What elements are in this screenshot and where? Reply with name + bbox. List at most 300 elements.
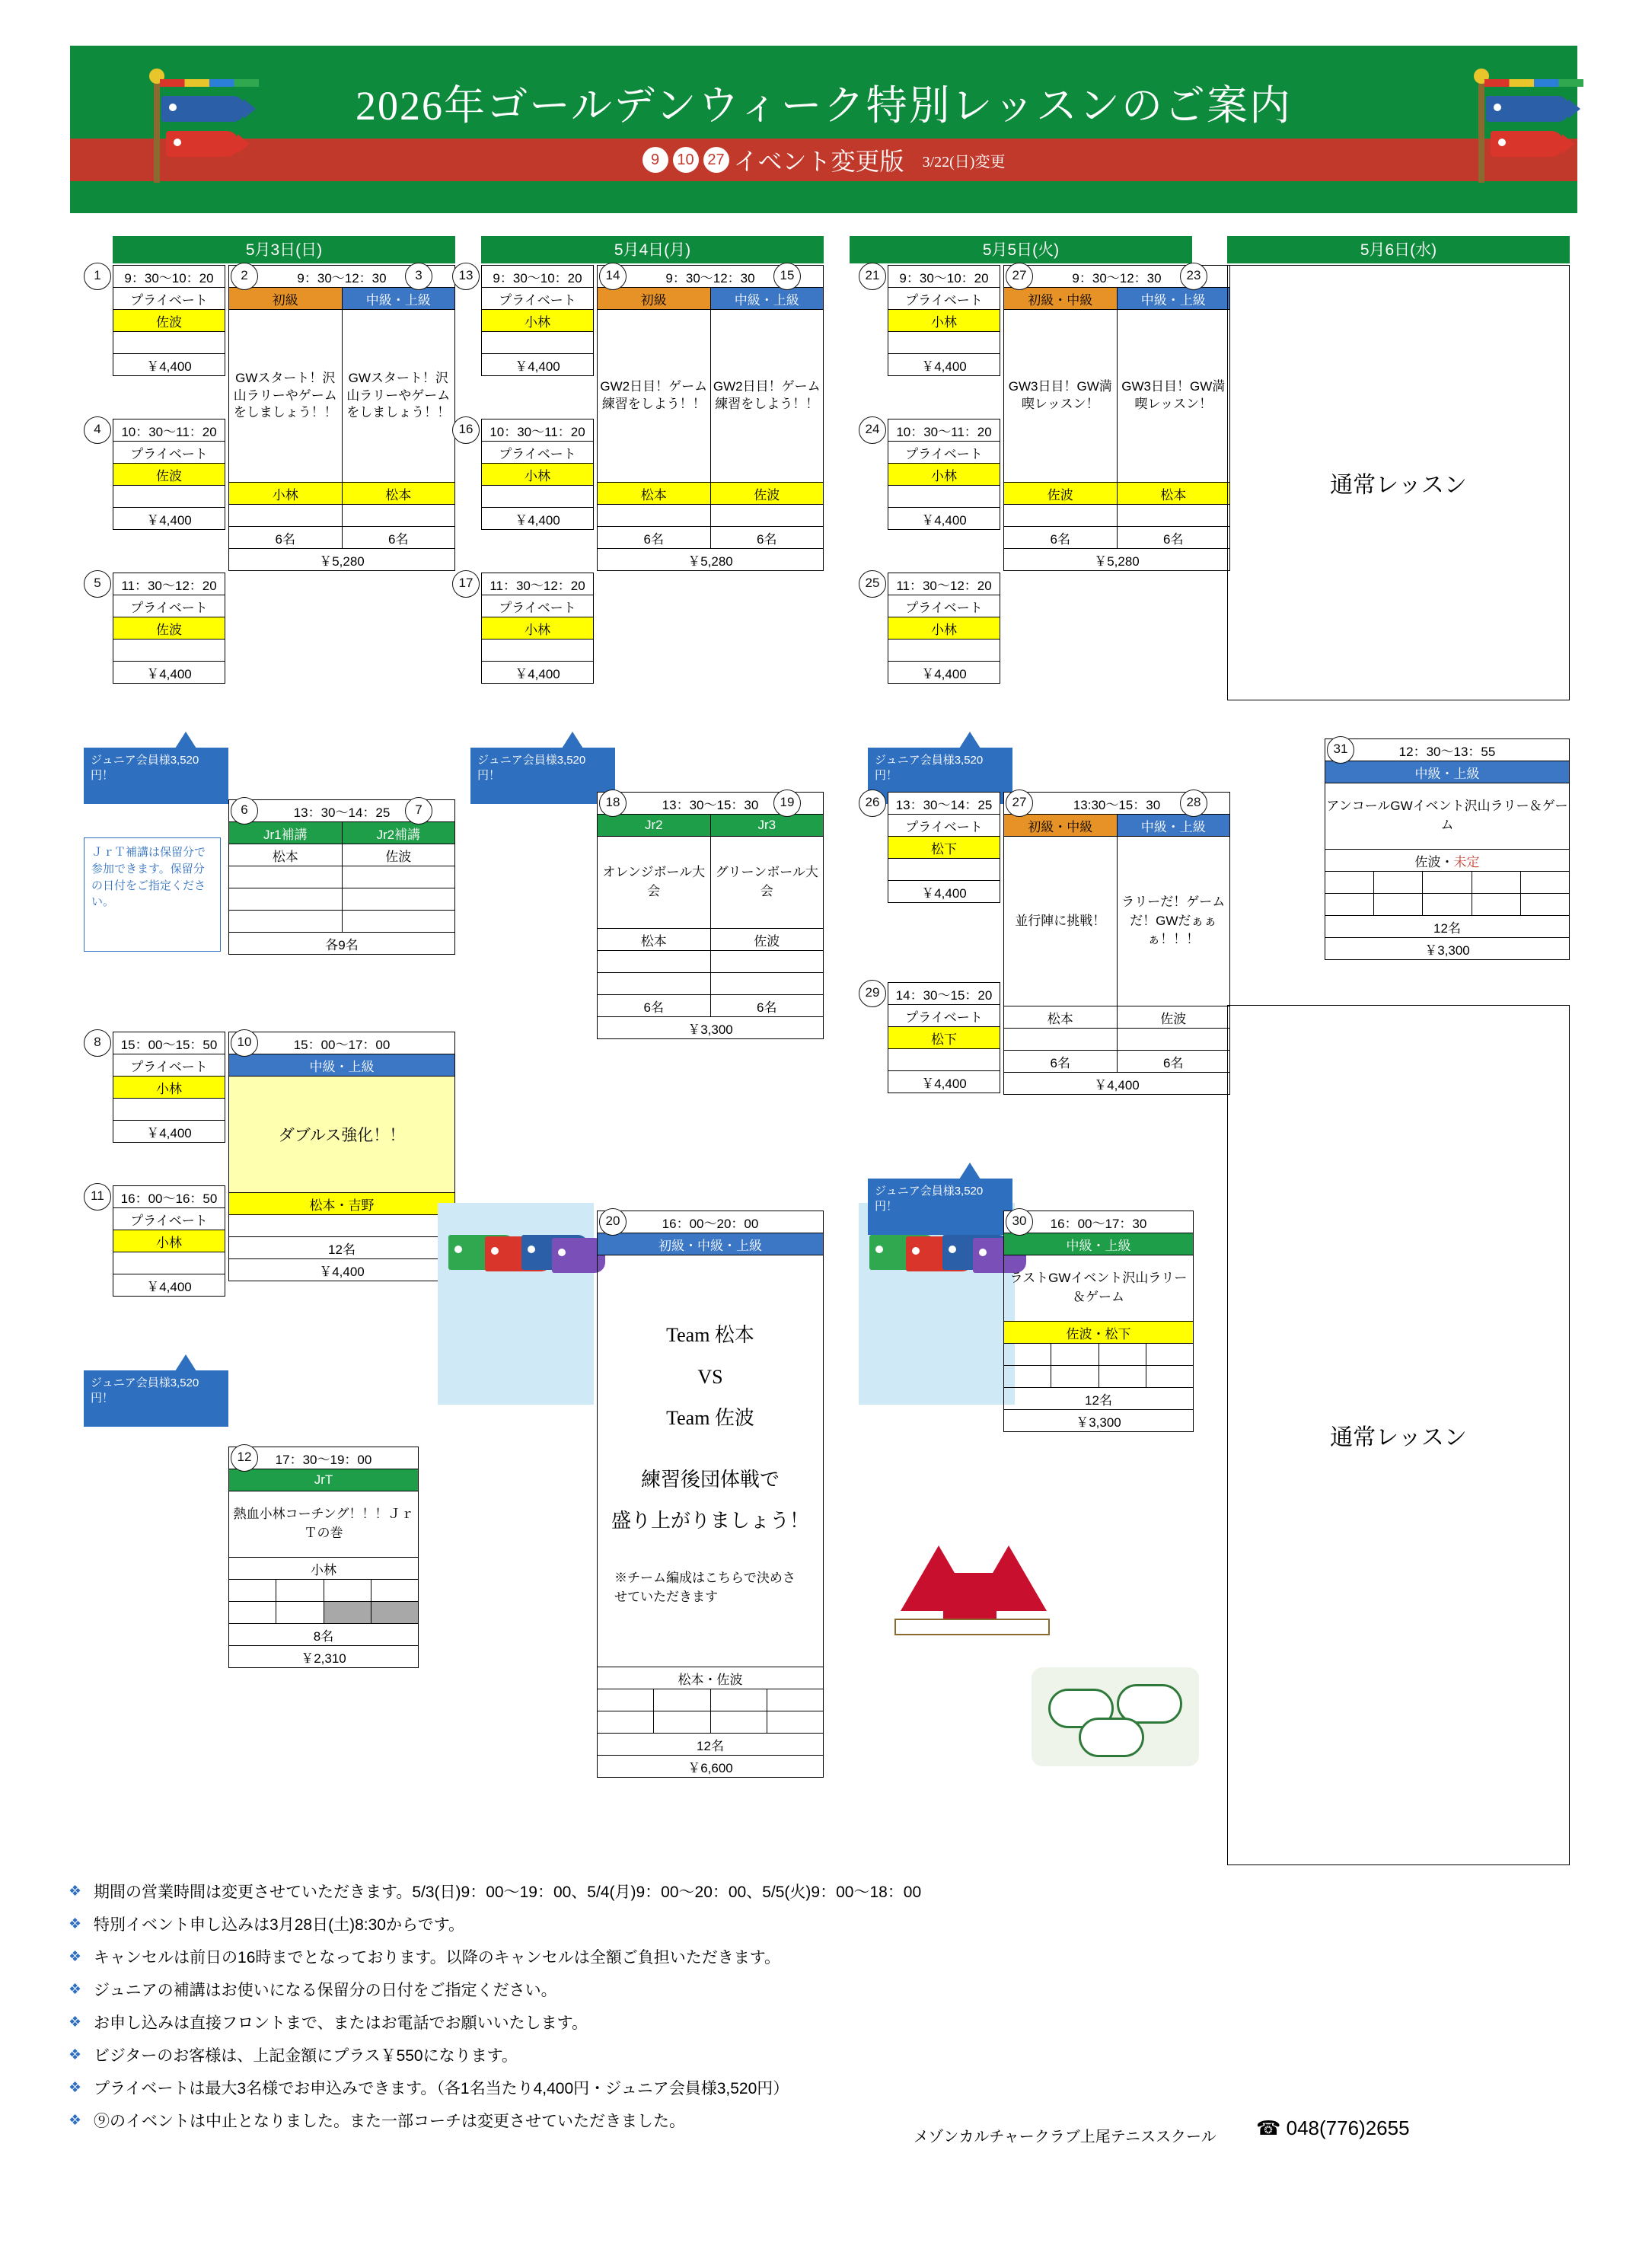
slot-4-type: プライベート — [113, 442, 225, 464]
slot-10-block[interactable] — [228, 1032, 455, 1281]
slot-number-30: 30 — [1006, 1208, 1033, 1236]
slot-4-block[interactable] — [113, 419, 225, 530]
slot-1-price: ￥4,400 — [113, 354, 225, 376]
slot-number-14: 14 — [599, 263, 627, 290]
slot-26-type: プライベート — [888, 815, 1000, 837]
note-item: ❖ キャンセルは前日の16時までとなっております。以降のキャンセルは全額ご負担いただきます。 — [69, 1949, 781, 1967]
slot-18-entry-row[interactable] — [598, 951, 711, 973]
note-item: ❖ 期間の営業時間は変更させていただきます。5/3(日)9：00～19：00、5/4(月)9：00～20：00、5/5(火)9：00～18：00 — [69, 1884, 922, 1901]
slot-19-label: Jr3 — [710, 815, 824, 837]
slot-number-13: 13 — [452, 263, 480, 290]
note-item: ❖ お申し込みは直接フロントまで、またはお電話でお願いいたします。 — [69, 2014, 588, 2032]
slot-27am-time: 9：30～12：30 — [1004, 266, 1230, 288]
telephone-icon: ☎ — [1256, 2116, 1281, 2139]
slot-30-entry-b[interactable] — [1051, 1344, 1099, 1366]
slot-2-3-block[interactable] — [228, 265, 455, 571]
slot-26-coach: 松下 — [888, 837, 1000, 859]
slot-number-3: 3 — [405, 263, 432, 290]
slot-20-entry-g[interactable] — [710, 1711, 767, 1734]
slot-29-entry-row[interactable] — [888, 1049, 1000, 1071]
slot-1-block[interactable] — [113, 265, 225, 376]
junior-note-may3-am: ジュニア会員様3,520円！ — [84, 748, 228, 804]
slot-12-entry-f[interactable] — [276, 1602, 324, 1624]
slot-11-block[interactable] — [113, 1185, 225, 1297]
slot-19-text: グリーンボール大会 — [710, 837, 824, 929]
header-subbar — [70, 139, 1577, 181]
slot-28-level: 中級・上級 — [1117, 815, 1230, 837]
slot-31-entry-e[interactable] — [1520, 872, 1569, 894]
slot-25-entry-row[interactable] — [888, 640, 1000, 662]
slot-7-label: Jr2補講 — [342, 822, 455, 844]
slot-3-capacity: 6名 — [342, 527, 455, 549]
day-header-may3: 5月3日(日) — [113, 236, 455, 263]
slot-31-entry-i[interactable] — [1472, 894, 1520, 916]
slot-17-time: 11：30～12：20 — [482, 573, 594, 595]
slot-12-coach: 小林 — [229, 1558, 419, 1580]
notes-list — [69, 1884, 1363, 2146]
slot-16-price: ￥4,400 — [482, 508, 594, 530]
diamond-icon: ❖ — [69, 2047, 82, 2063]
slot-18-19-price: ￥3,300 — [598, 1017, 824, 1039]
slot-17-price: ￥4,400 — [482, 662, 594, 684]
slot-30-coach: 佐波・松下 — [1004, 1322, 1194, 1344]
koinobori-art-left — [438, 1203, 594, 1405]
slot-12-capacity: 8名 — [229, 1624, 419, 1646]
slot-30-level: 中級・上級 — [1004, 1233, 1194, 1255]
slot-12-text: 熱血小林コーチング！！！ＪｒＴの巻 — [229, 1491, 419, 1558]
slot-31-price: ￥3,300 — [1325, 938, 1570, 960]
slot-30-capacity: 12名 — [1004, 1388, 1194, 1410]
slot-24-coach: 小林 — [888, 464, 1000, 486]
slot-number-6: 6 — [231, 797, 258, 825]
slot-19-entry-row-2[interactable] — [710, 973, 824, 995]
slot-number-27-pm: 27 — [1006, 789, 1033, 817]
slot-13-type: プライベート — [482, 288, 594, 310]
slot-20-price: ￥6,600 — [598, 1756, 824, 1778]
slot-1-entry-row[interactable] — [113, 332, 225, 354]
slot-30-entry-e[interactable] — [1004, 1366, 1051, 1388]
header-revision: 3/22(日)変更 — [922, 153, 1006, 171]
slot-14-text: GW2日目！ゲーム練習をしよう！！ — [598, 310, 711, 483]
diamond-icon: ❖ — [69, 1916, 82, 1932]
note-item: ❖ ビジターのお客様は、上記金額にプラス￥550になります。 — [69, 2047, 518, 2065]
slot-24-time: 10：30～11：20 — [888, 419, 1000, 442]
may3-am-price: ￥5,280 — [229, 549, 455, 571]
slot-12-entry-d[interactable] — [371, 1580, 418, 1602]
slot-12-blocked-a — [324, 1602, 371, 1624]
slot-30-text: ラストGWイベント沢山ラリー＆ゲーム — [1004, 1255, 1194, 1322]
slot-13-entry-row[interactable] — [482, 332, 594, 354]
junior-makeup-note: ＪｒＴ補講は保留分で参加できます。保留分の日付をご指定ください。 — [84, 837, 221, 952]
slot-5-type: プライベート — [113, 595, 225, 617]
slot-number-25: 25 — [859, 570, 886, 598]
koinobori-icon-left — [154, 76, 268, 183]
slot-24-type: プライベート — [888, 442, 1000, 464]
slot-17-type: プライベート — [482, 595, 594, 617]
slot-26-block[interactable] — [888, 792, 1000, 903]
slot-28-capacity: 6名 — [1117, 1051, 1230, 1073]
junior-note-may5-pm: ジュニア会員様3,520円！ — [868, 1179, 1012, 1235]
slot-23-text: GW3日目！GW満喫レッスン！ — [1117, 310, 1230, 483]
slot-27am-23-block[interactable] — [1003, 265, 1230, 571]
badge-9: 9 — [643, 147, 668, 173]
kashiwamochi-icon — [1032, 1667, 1199, 1766]
slot-30-entry-a[interactable] — [1004, 1344, 1051, 1366]
slot-17-block[interactable] — [481, 573, 594, 684]
slot-27pm-capacity: 6名 — [1004, 1051, 1118, 1073]
slot-6-7-capacity: 各9名 — [229, 933, 455, 955]
slot-3-level: 中級・上級 — [342, 288, 455, 310]
slot-25-block[interactable] — [888, 573, 1000, 684]
slot-number-29: 29 — [859, 980, 886, 1007]
school-name: メゾンカルチャークラブ上尾テニススクール — [914, 2129, 1216, 2145]
slot-4-time: 10：30～11：20 — [113, 419, 225, 442]
slot-31-text: アンコールGWイベント沢山ラリー＆ゲーム — [1325, 783, 1570, 850]
slot-26-entry-row[interactable] — [888, 859, 1000, 881]
slot-5-time: 11：30～12：20 — [113, 573, 225, 595]
slot-20-line1: Team 松本 — [666, 1324, 754, 1347]
slot-7-coach: 佐波 — [342, 844, 455, 866]
slot-18-19-block[interactable] — [597, 792, 824, 1039]
slot-29-block[interactable] — [888, 982, 1000, 1093]
slot-number-11: 11 — [84, 1183, 111, 1211]
slot-18-label: Jr2 — [598, 815, 711, 837]
slot-11-entry-row[interactable] — [113, 1252, 225, 1274]
slot-29-price: ￥4,400 — [888, 1071, 1000, 1093]
slot-12-entry-e[interactable] — [229, 1602, 276, 1624]
slot-27pm-text: 並行陣に挑戦！ — [1004, 837, 1118, 1006]
slot-21-type: プライベート — [888, 288, 1000, 310]
slot-14-level: 初級 — [598, 288, 711, 310]
day-header-may6: 5月6日(水) — [1227, 236, 1570, 263]
slot-6-label: Jr1補講 — [229, 822, 343, 844]
slot-number-4: 4 — [84, 416, 111, 444]
slot-23-coach: 松本 — [1117, 483, 1230, 505]
slot-number-20: 20 — [599, 1208, 627, 1236]
slot-10-level: 中級・上級 — [229, 1054, 455, 1077]
diamond-icon: ❖ — [69, 1949, 82, 1965]
slot-21-time: 9：30～10：20 — [888, 266, 1000, 288]
slot-8-entry-row[interactable] — [113, 1099, 225, 1121]
slot-18-time: 13：30～15：30 — [598, 793, 824, 815]
slot-8-coach: 小林 — [113, 1077, 225, 1099]
slot-20-entry-c[interactable] — [710, 1689, 767, 1711]
slot-6-entry-row[interactable] — [229, 866, 343, 888]
slot-4-price: ￥4,400 — [113, 508, 225, 530]
slot-29-time: 14：30～15：20 — [888, 983, 1000, 1005]
slot-number-2: 2 — [231, 263, 258, 290]
slot-15-entry-row[interactable] — [710, 505, 824, 527]
slot-17-entry-row[interactable] — [482, 640, 594, 662]
slot-1-type: プライベート — [113, 288, 225, 310]
slot-15-coach: 佐波 — [710, 483, 824, 505]
slot-number-1: 1 — [84, 263, 111, 290]
slot-20-block[interactable] — [597, 1211, 824, 1778]
slot-10-coach: 松本・吉野 — [229, 1193, 455, 1215]
slot-12-entry-b[interactable] — [276, 1580, 324, 1602]
slot-30-block[interactable] — [1003, 1211, 1194, 1432]
phone-number: ☎ 048(776)2655 — [1256, 2116, 1410, 2139]
slot-16-coach: 小林 — [482, 464, 594, 486]
slot-number-31: 31 — [1327, 736, 1354, 764]
slot-7-entry-row-2[interactable] — [342, 888, 455, 911]
slot-27pm-coach: 松本 — [1004, 1006, 1118, 1029]
slot-31-entry-f[interactable] — [1325, 894, 1374, 916]
slot-30-entry-g[interactable] — [1099, 1366, 1146, 1388]
slot-number-7: 7 — [405, 797, 432, 825]
slot-number-18: 18 — [599, 789, 627, 817]
slot-5-price: ￥4,400 — [113, 662, 225, 684]
slot-1-time: 9：30～10：20 — [113, 266, 225, 288]
day-header-may5: 5月5日(火) — [850, 236, 1192, 263]
slot-25-price: ￥4,400 — [888, 662, 1000, 684]
slot-5-entry-row[interactable] — [113, 640, 225, 662]
koinobori-icon-right — [1478, 76, 1593, 183]
slot-27pm-entry-row[interactable] — [1004, 1029, 1118, 1051]
slot-number-15: 15 — [773, 263, 801, 290]
note-item: ❖ ジュニアの補講はお使いになる保留分の日付をご指定ください。 — [69, 1982, 557, 1999]
slot-16-block[interactable] — [481, 419, 594, 530]
slot-30-entry-f[interactable] — [1051, 1366, 1099, 1388]
slot-31-entry-g[interactable] — [1374, 894, 1423, 916]
slot-number-23: 23 — [1180, 263, 1207, 290]
slot-number-21: 21 — [859, 263, 886, 290]
slot-13-coach: 小林 — [482, 310, 594, 332]
slot-20-line4: 練習後団体戦で — [640, 1468, 780, 1491]
slot-31-entry-j[interactable] — [1520, 894, 1569, 916]
slot-16-entry-row[interactable] — [482, 486, 594, 508]
slot-30-entry-h[interactable] — [1146, 1366, 1193, 1388]
slot-20-entry-d[interactable] — [767, 1689, 823, 1711]
slot-4-coach: 佐波 — [113, 464, 225, 486]
slot-31-time: 12：30～13：55 — [1325, 739, 1570, 761]
slot-24-block[interactable] — [888, 419, 1000, 530]
slot-31-entry-a[interactable] — [1325, 872, 1374, 894]
slot-number-12: 12 — [231, 1444, 258, 1472]
slot-number-8: 8 — [84, 1029, 111, 1057]
slot-26-price: ￥4,400 — [888, 881, 1000, 903]
slot-18-text: オレンジボール大会 — [598, 837, 711, 929]
slot-8-price: ￥4,400 — [113, 1121, 225, 1143]
slot-6-time: 13：30～14：25 — [229, 800, 455, 822]
slot-2-text: GWスタート！沢山ラリーやゲームをしましょう！！ — [229, 310, 343, 483]
slot-2-capacity: 6名 — [229, 527, 343, 549]
slot-number-27-am: 27 — [1006, 263, 1033, 290]
slot-21-price: ￥4,400 — [888, 354, 1000, 376]
slot-15-text: GW2日目！ゲーム練習をしよう！！ — [710, 310, 824, 483]
slot-30-time: 16：00～17：30 — [1004, 1211, 1194, 1233]
slot-24-entry-row[interactable] — [888, 486, 1000, 508]
note-item: ❖ プライベートは最大3名様でお申込みできます。（各1名当たり4,400円・ジュニア会員様3,520円） — [69, 2080, 789, 2097]
slot-13-time: 9：30～10：20 — [482, 266, 594, 288]
slot-2-level: 初級 — [229, 288, 343, 310]
slot-30-entry-c[interactable] — [1099, 1344, 1146, 1366]
junior-note-may5-am: ジュニア会員様3,520円！ — [868, 748, 1012, 804]
slot-21-coach: 小林 — [888, 310, 1000, 332]
slot-11-coach: 小林 — [113, 1230, 225, 1252]
slot-23-level: 中級・上級 — [1117, 288, 1230, 310]
slot-3-text: GWスタート！沢山ラリーやゲームをしましょう！！ — [342, 310, 455, 483]
slot-18-entry-row-2[interactable] — [598, 973, 711, 995]
slot-12-time: 17：30～19：00 — [229, 1447, 419, 1469]
slot-20-line5: 盛り上がりましょう！ — [611, 1510, 809, 1533]
slot-2-time: 9：30～12：30 — [229, 266, 455, 288]
slot-21-entry-row[interactable] — [888, 332, 1000, 354]
slot-1-coach: 佐波 — [113, 310, 225, 332]
slot-7-entry-row-3[interactable] — [342, 911, 455, 933]
slot-number-10: 10 — [231, 1029, 258, 1057]
slot-11-price: ￥4,400 — [113, 1274, 225, 1297]
slot-10-entry-row[interactable] — [229, 1215, 455, 1237]
junior-note-may3-pm: ジュニア会員様3,520円！ — [84, 1370, 228, 1427]
note-item: ❖ ⑨のイベントは中止となりました。また一部コーチは変更させていただきました。 — [69, 2113, 686, 2130]
slot-20-coach: 松本・佐波 — [598, 1667, 824, 1689]
slot-21-block[interactable] — [888, 265, 1000, 376]
slot-12-entry-c[interactable] — [324, 1580, 371, 1602]
slot-6-entry-row-2[interactable] — [229, 888, 343, 911]
slot-31-capacity: 12名 — [1325, 916, 1570, 938]
slot-31-coach: 佐波・ — [1414, 854, 1454, 869]
slot-23-entry-row[interactable] — [1117, 505, 1230, 527]
slot-20-time: 16：00～20：00 — [598, 1211, 824, 1233]
header-banner — [70, 46, 1577, 213]
slot-6-entry-row-3[interactable] — [229, 911, 343, 933]
kabuto-icon — [887, 1538, 1062, 1644]
slot-number-26: 26 — [859, 789, 886, 817]
slot-20-entry-b[interactable] — [654, 1689, 710, 1711]
slot-8-block[interactable] — [113, 1032, 225, 1143]
slot-18-coach: 松本 — [598, 929, 711, 951]
slot-20-note: ※チーム編成はこちらで決めさせていただきます — [614, 1570, 796, 1605]
slot-23-capacity: 6名 — [1117, 527, 1230, 549]
slot-12-price: ￥2,310 — [229, 1646, 419, 1668]
slot-3-entry-row[interactable] — [342, 505, 455, 527]
slot-18-capacity: 6名 — [598, 995, 711, 1017]
slot-16-type: プライベート — [482, 442, 594, 464]
slot-24-price: ￥4,400 — [888, 508, 1000, 530]
slot-31-entry-h[interactable] — [1423, 894, 1472, 916]
slot-number-16: 16 — [452, 416, 480, 444]
slot-14-coach: 松本 — [598, 483, 711, 505]
slot-15-level: 中級・上級 — [710, 288, 824, 310]
slot-31-block[interactable] — [1325, 738, 1570, 960]
note-item: ❖ 特別イベント申し込みは3月28日(土)8:30からです。 — [69, 1916, 465, 1934]
slot-19-entry-row[interactable] — [710, 951, 824, 973]
slot-12-entry-a[interactable] — [229, 1580, 276, 1602]
slot-30-entry-d[interactable] — [1146, 1344, 1193, 1366]
slot-13-block[interactable] — [481, 265, 594, 376]
slot-20-entry-a[interactable] — [598, 1689, 654, 1711]
slot-16-time: 10：30～11：20 — [482, 419, 594, 442]
day-header-may4: 5月4日(月) — [481, 236, 824, 263]
slot-8-time: 15：00～15：50 — [113, 1032, 225, 1054]
may5-pm-price: ￥4,400 — [1004, 1073, 1230, 1095]
diamond-icon: ❖ — [69, 1884, 82, 1900]
diamond-icon: ❖ — [69, 2113, 82, 2129]
slot-12-block[interactable] — [228, 1447, 419, 1668]
may4-am-price: ￥5,280 — [598, 549, 824, 571]
slot-7-entry-row[interactable] — [342, 866, 455, 888]
slot-number-5: 5 — [84, 570, 111, 598]
slot-17-coach: 小林 — [482, 617, 594, 640]
slot-27pm-28-block[interactable] — [1003, 792, 1230, 1095]
diamond-icon: ❖ — [69, 2014, 82, 2030]
slot-31-coach-cell — [1325, 850, 1570, 872]
slot-14-capacity: 6名 — [598, 527, 711, 549]
slot-5-coach: 佐波 — [113, 617, 225, 640]
slot-10-text: ダブルス強化！！ — [229, 1077, 455, 1193]
slot-20-entry-h[interactable] — [767, 1711, 823, 1734]
slot-28-text: ラリーだ！ゲームだ！GWだぁぁぁ！！！ — [1117, 837, 1230, 1006]
slot-20-capacity: 12名 — [598, 1734, 824, 1756]
slot-6-coach: 松本 — [229, 844, 343, 866]
slot-27pm-level: 初級・中級 — [1004, 815, 1118, 837]
slot-14-entry-row[interactable] — [598, 505, 711, 527]
slot-28-coach: 佐波 — [1117, 1006, 1230, 1029]
slot-2-entry-row[interactable] — [229, 505, 343, 527]
slot-29-coach: 松下 — [888, 1027, 1000, 1049]
header-sub-title: イベント変更版 — [733, 148, 904, 175]
slot-27am-entry-row[interactable] — [1004, 505, 1118, 527]
normal-lesson-box-bottom: 通常レッスン — [1227, 1005, 1570, 1865]
slot-31-level: 中級・上級 — [1325, 761, 1570, 783]
slot-29-type: プライベート — [888, 1005, 1000, 1027]
slot-20-line3: Team 佐波 — [666, 1407, 754, 1430]
slot-19-capacity: 6名 — [710, 995, 824, 1017]
slot-27pm-time: 13:30～15：30 — [1004, 793, 1230, 815]
slot-14-time: 9：30～12：30 — [598, 266, 824, 288]
slot-14-15-block[interactable] — [597, 265, 824, 571]
slot-2-coach: 小林 — [229, 483, 343, 505]
badge-27: 27 — [703, 147, 729, 173]
diamond-icon: ❖ — [69, 2080, 82, 2096]
slot-11-type: プライベート — [113, 1208, 225, 1230]
slot-27am-coach: 佐波 — [1004, 483, 1118, 505]
slot-10-price: ￥4,400 — [229, 1259, 455, 1281]
slot-12-blocked-b — [371, 1602, 418, 1624]
slot-31-entry-d[interactable] — [1472, 872, 1520, 894]
slot-4-entry-row[interactable] — [113, 486, 225, 508]
slot-10-capacity: 12名 — [229, 1237, 455, 1259]
slot-31-coach-tbd: 未定 — [1453, 854, 1480, 869]
slot-3-coach: 松本 — [342, 483, 455, 505]
slot-25-time: 11：30～12：20 — [888, 573, 1000, 595]
badge-10: 10 — [673, 147, 699, 173]
diamond-icon: ❖ — [69, 1982, 82, 1998]
slot-15-capacity: 6名 — [710, 527, 824, 549]
slot-25-type: プライベート — [888, 595, 1000, 617]
slot-20-entry-e[interactable] — [598, 1711, 654, 1734]
slot-30-price: ￥3,300 — [1004, 1410, 1194, 1432]
slot-27am-level: 初級・中級 — [1004, 288, 1118, 310]
slot-11-time: 16：00～16：50 — [113, 1186, 225, 1208]
may5-am-price: ￥5,280 — [1004, 549, 1230, 571]
slot-5-block[interactable] — [113, 573, 225, 684]
slot-28-entry-row[interactable] — [1117, 1029, 1230, 1051]
slot-8-type: プライベート — [113, 1054, 225, 1077]
slot-12-level: JrT — [229, 1469, 419, 1491]
slot-25-coach: 小林 — [888, 617, 1000, 640]
slot-13-price: ￥4,400 — [482, 354, 594, 376]
slot-31-entry-c[interactable] — [1423, 872, 1472, 894]
slot-number-19: 19 — [773, 789, 801, 817]
slot-31-entry-b[interactable] — [1374, 872, 1423, 894]
slot-20-entry-f[interactable] — [654, 1711, 710, 1734]
slot-10-time: 15：00～17：00 — [229, 1032, 455, 1054]
slot-20-level: 初級・中級・上級 — [598, 1233, 824, 1255]
slot-27am-capacity: 6名 — [1004, 527, 1118, 549]
junior-note-may4-am: ジュニア会員様3,520円！ — [470, 748, 615, 804]
